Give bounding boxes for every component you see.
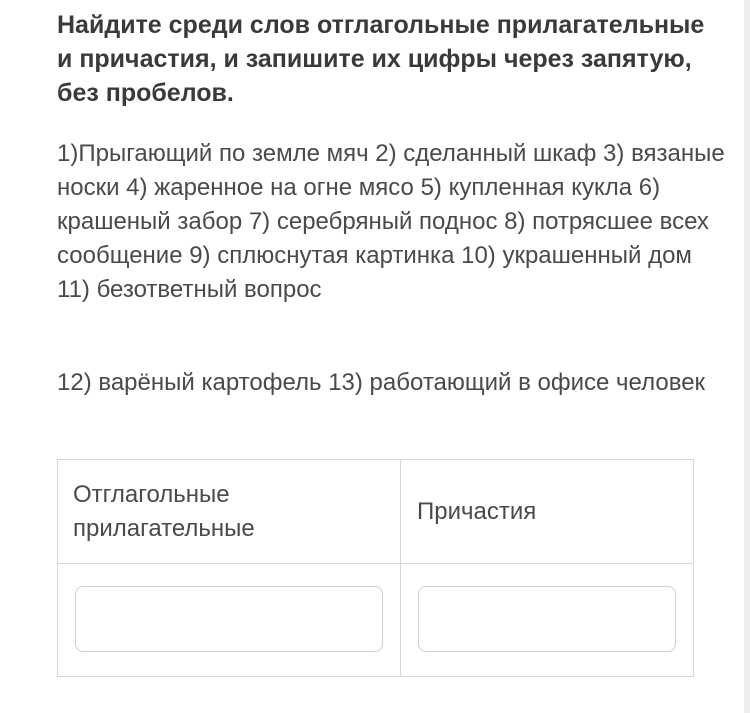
word-list-paragraph-continued: 12) варёный картофель 13) работающий в офисе человек [57,369,706,396]
word-list-paragraph: 1)Прыгающий по земле мяч 2) сделанный шкаф 3) вязаные носки 4) жаренное на огне мясо 5) купленная кукла 6) крашеный забор 7) серебряный поднос 8) потрясшее всех сообщение 9) сплюснутая картинка 10) украшенный дом 11) безответный вопрос [57,140,725,303]
table-column-divider [400,460,401,676]
table-row-divider [58,563,693,564]
answer-table [57,459,694,677]
column-header-verbal-adjectives: Отглагольные прилагательные [73,481,255,542]
question-title: Найдите среди слов отглагольные прилагательные и причастия, и запишите их цифры через запятую, без пробелов. [57,11,705,107]
participles-answer-input[interactable] [418,586,676,652]
scroll-edge [744,0,750,713]
verbal-adjectives-answer-input[interactable] [75,586,383,652]
column-header-participles: Причастия [417,498,537,525]
